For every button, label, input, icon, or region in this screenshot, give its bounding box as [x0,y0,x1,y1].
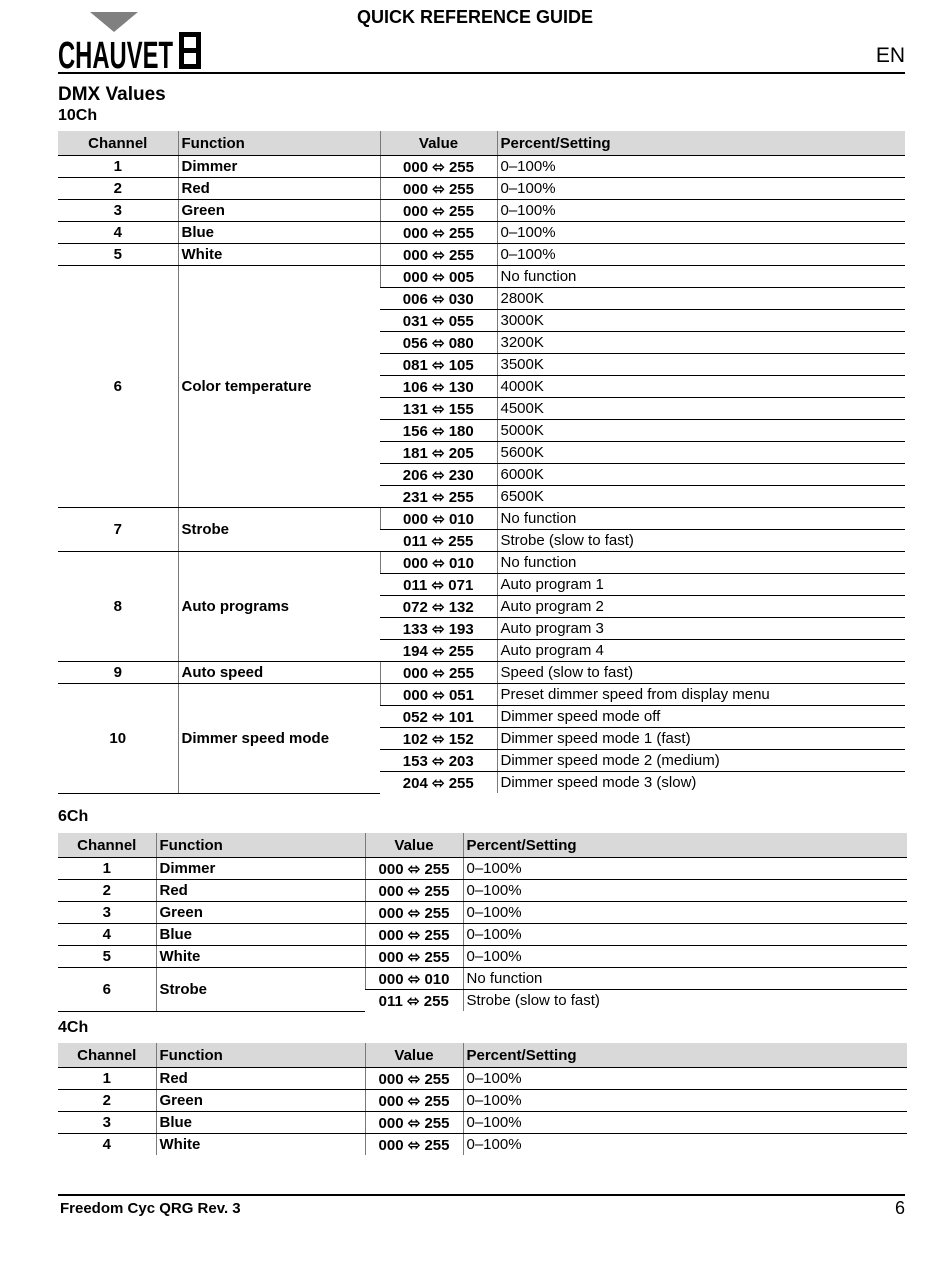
percent-setting: Strobe (slow to fast) [497,530,905,552]
header-value: Value [380,131,497,156]
percent-setting: Preset dimmer speed from display menu [497,684,905,706]
channel-function: Red [156,880,365,902]
percent-setting: 0–100% [497,244,905,266]
percent-setting: Strobe (slow to fast) [463,990,907,1012]
dmx-value-range: 156 ⬄ 180 [380,420,497,442]
channel-function: White [156,946,365,968]
channel-number: 8 [58,552,178,662]
channel-number: 3 [58,200,178,222]
dmx-value-range: 000 ⬄ 005 [380,266,497,288]
dmx-value-range: 000 ⬄ 010 [380,552,497,574]
percent-setting: 0–100% [497,222,905,244]
percent-setting: No function [497,552,905,574]
dmx-value-range: 081 ⬄ 105 [380,354,497,376]
percent-setting: 3500K [497,354,905,376]
page-number: 6 [894,1198,905,1218]
channel-function: Blue [156,924,365,946]
channel-function: Dimmer speed mode [178,684,380,794]
percent-setting: 0–100% [497,200,905,222]
channel-number: 2 [58,880,156,902]
dmx-value-range: 000 ⬄ 051 [380,684,497,706]
channel-function: Auto programs [178,552,380,662]
dmx-value-range: 006 ⬄ 030 [380,288,497,310]
channel-function: Dimmer [178,156,380,178]
dmx-value-range: 102 ⬄ 152 [380,728,497,750]
channel-number: 1 [58,156,178,178]
channel-function: White [178,244,380,266]
percent-setting: Dimmer speed mode 1 (fast) [497,728,905,750]
percent-setting: 2800K [497,288,905,310]
percent-setting: 6000K [497,464,905,486]
channel-number: 9 [58,662,178,684]
percent-setting: Auto program 3 [497,618,905,640]
header-value: Value [365,833,463,858]
table-title-6ch: 6Ch [58,808,89,825]
percent-setting: No function [497,266,905,288]
dmx-value-range: 000 ⬄ 010 [380,508,497,530]
section-title: DMX Values [58,84,166,105]
table-row [58,200,905,222]
table-row [58,968,907,990]
channel-function: Blue [178,222,380,244]
percent-setting: 0–100% [463,880,907,902]
percent-setting: 0–100% [463,858,907,880]
percent-setting: 0–100% [463,1068,907,1090]
dmx-table-4ch [58,1043,907,1155]
dmx-value-range: 106 ⬄ 130 [380,376,497,398]
dmx-value-range: 000 ⬄ 255 [380,662,497,684]
dmx-value-range: 000 ⬄ 255 [365,1134,463,1156]
dmx-value-range: 153 ⬄ 203 [380,750,497,772]
dmx-value-range: 000 ⬄ 255 [380,178,497,200]
header-channel: Channel [58,131,178,156]
channel-number: 4 [58,222,178,244]
table-row [58,244,905,266]
dmx-value-range: 000 ⬄ 255 [365,902,463,924]
channel-number: 4 [58,924,156,946]
table-row [58,222,905,244]
percent-setting: No function [463,968,907,990]
percent-setting: Speed (slow to fast) [497,662,905,684]
channel-number: 6 [58,968,156,1012]
svg-text:CHAUVET: CHAUVET [58,35,173,77]
header-channel: Channel [58,833,156,858]
table-title-10ch: 10Ch [58,107,98,124]
channel-number: 2 [58,1090,156,1112]
dmx-value-range: 000 ⬄ 255 [365,880,463,902]
dmx-value-range: 000 ⬄ 255 [380,222,497,244]
percent-setting: Auto program 2 [497,596,905,618]
channel-function: Blue [156,1112,365,1134]
dmx-value-range: 000 ⬄ 255 [380,244,497,266]
channel-function: White [156,1134,365,1156]
percent-setting: No function [497,508,905,530]
percent-setting: 0–100% [463,902,907,924]
dmx-value-range: 031 ⬄ 055 [380,310,497,332]
dmx-value-range: 000 ⬄ 255 [380,200,497,222]
header-function: Function [156,1043,365,1068]
dmx-value-range: 000 ⬄ 010 [365,968,463,990]
dmx-value-range: 206 ⬄ 230 [380,464,497,486]
table-header-row [58,131,905,156]
dmx-value-range: 000 ⬄ 255 [365,1112,463,1134]
document-title: QUICK REFERENCE GUIDE [356,7,594,27]
table-row [58,266,905,288]
channel-number: 1 [58,1068,156,1090]
dmx-value-range: 000 ⬄ 255 [365,858,463,880]
channel-number: 1 [58,858,156,880]
percent-setting: 3200K [497,332,905,354]
percent-setting: 0–100% [497,178,905,200]
table-row [58,662,905,684]
channel-number: 6 [58,266,178,508]
percent-setting: Dimmer speed mode 2 (medium) [497,750,905,772]
table-row [58,1068,907,1090]
table-header-row [58,833,907,858]
table-row [58,1134,907,1156]
percent-setting: 0–100% [463,924,907,946]
table-row [58,508,905,530]
dmx-value-range: 000 ⬄ 255 [365,946,463,968]
percent-setting: 5000K [497,420,905,442]
channel-function: Green [178,200,380,222]
percent-setting: 0–100% [463,946,907,968]
table-row [58,858,907,880]
percent-setting: 6500K [497,486,905,508]
table-row [58,924,907,946]
channel-number: 10 [58,684,178,794]
table-row [58,902,907,924]
dmx-table-6ch [58,833,907,1012]
channel-number: 5 [58,244,178,266]
channel-function: Dimmer [156,858,365,880]
dmx-value-range: 194 ⬄ 255 [380,640,497,662]
channel-number: 5 [58,946,156,968]
channel-function: Red [178,178,380,200]
dmx-value-range: 000 ⬄ 255 [365,1090,463,1112]
dmx-value-range: 131 ⬄ 155 [380,398,497,420]
header-percent-setting: Percent/Setting [497,131,905,156]
percent-setting: Auto program 4 [497,640,905,662]
dmx-value-range: 011 ⬄ 255 [378,992,449,1010]
channel-function: Strobe [178,508,380,552]
channel-function: Auto speed [178,662,380,684]
table-row [58,552,905,574]
percent-setting: 4000K [497,376,905,398]
header-channel: Channel [58,1043,156,1068]
table-row [58,946,907,968]
percent-setting: 5600K [497,442,905,464]
percent-setting: 0–100% [463,1090,907,1112]
dmx-value-range: 000 ⬄ 255 [380,156,497,178]
dmx-value-range: 181 ⬄ 205 [380,442,497,464]
dmx-table-10ch [58,131,905,794]
footer-document-name: Freedom Cyc QRG Rev. 3 [60,1200,241,1217]
percent-setting: 3000K [497,310,905,332]
channel-function: Color temperature [178,266,380,508]
percent-setting: 4500K [497,398,905,420]
channel-function: Green [156,1090,365,1112]
channel-number: 3 [58,1112,156,1134]
percent-setting: 0–100% [497,156,905,178]
table-row [58,156,905,178]
table-row [58,1112,907,1134]
channel-function: Strobe [156,968,365,1012]
dmx-value-range: 231 ⬄ 255 [380,486,497,508]
percent-setting: Dimmer speed mode 3 (slow) [497,772,905,794]
dmx-value-range: 011 ⬄ 255 [380,530,497,552]
percent-setting: 0–100% [463,1112,907,1134]
table-row [58,178,905,200]
language-code: EN [875,44,905,67]
percent-setting: Dimmer speed mode off [497,706,905,728]
channel-number: 2 [58,178,178,200]
table-row [58,1090,907,1112]
dmx-value-range: 052 ⬄ 101 [380,706,497,728]
header-value: Value [365,1043,463,1068]
table-row [58,684,905,706]
channel-function: Green [156,902,365,924]
header-percent-setting: Percent/Setting [463,833,907,858]
dmx-value-range: 072 ⬄ 132 [380,596,497,618]
dmx-value-range: 000 ⬄ 255 [365,924,463,946]
channel-number: 3 [58,902,156,924]
dmx-value-range: 204 ⬄ 255 [402,774,474,792]
table-row [58,880,907,902]
footer-divider [58,1194,905,1196]
dmx-value-range: 000 ⬄ 255 [365,1068,463,1090]
dmx-value-range: 011 ⬄ 071 [380,574,497,596]
header-function: Function [178,131,380,156]
table-header-row [58,1043,907,1068]
channel-number: 7 [58,508,178,552]
dmx-value-range: 056 ⬄ 080 [380,332,497,354]
percent-setting: Auto program 1 [497,574,905,596]
dmx-value-range: 133 ⬄ 193 [380,618,497,640]
percent-setting: 0–100% [463,1134,907,1156]
header-function: Function [156,833,365,858]
header-divider [58,72,905,74]
channel-number: 4 [102,1136,111,1153]
channel-function: Red [156,1068,365,1090]
header-percent-setting: Percent/Setting [463,1043,907,1068]
table-title-4ch: 4Ch [58,1019,89,1036]
